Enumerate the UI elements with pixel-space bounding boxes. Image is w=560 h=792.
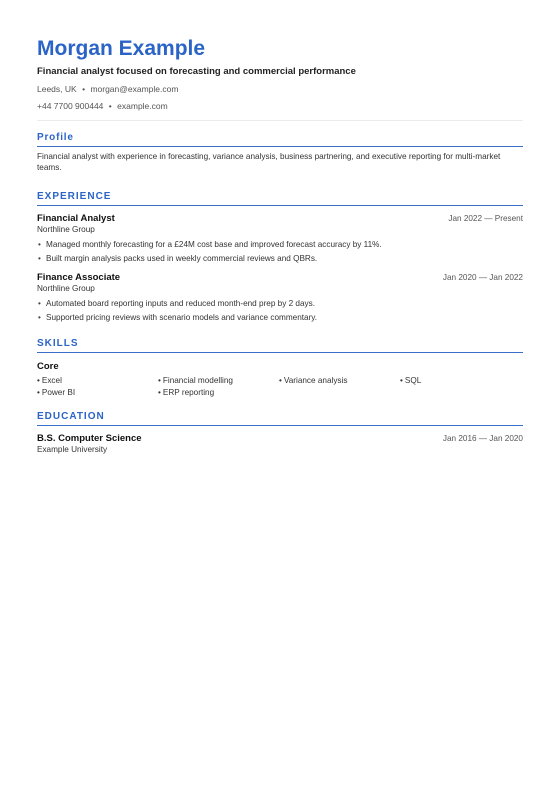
candidate-name: Morgan Example	[37, 37, 206, 60]
contact-line-location	[37, 83, 523, 95]
experience-section	[37, 190, 523, 325]
experience-entry	[37, 213, 523, 266]
email-link[interactable]: morgan@example.com	[90, 84, 179, 94]
separator: •	[82, 84, 86, 94]
skills-section	[37, 337, 523, 398]
header-divider	[37, 120, 523, 121]
phone: +44 7700 900444	[37, 101, 104, 111]
profile-text: Financial analyst with experience in forecasting, variance analysis, business partnering, and executive reporting for multi-market teams.	[37, 152, 501, 172]
education-heading: EDUCATION	[37, 410, 523, 426]
separator: •	[108, 101, 112, 111]
experience-heading: EXPERIENCE	[37, 190, 523, 206]
job-title: Finance Associate	[37, 272, 121, 283]
education-section	[37, 410, 523, 455]
list-item: • Automated board reporting inputs and reduced month-end prep by 2 days.	[37, 297, 523, 311]
skill-item: • SQL	[400, 376, 422, 385]
job-title: Financial Analyst	[37, 213, 115, 224]
location: Leeds, UK	[37, 84, 77, 94]
company-name: Northline Group	[37, 284, 95, 293]
list-item: • Supported pricing reviews with scenario models and variance commentary.	[37, 311, 523, 325]
bullet-icon: •	[38, 254, 41, 263]
profile-heading: Profile	[37, 131, 523, 147]
job-bullets	[37, 297, 523, 325]
job-dates: Jan 2020 — Jan 2022	[442, 273, 523, 282]
skills-grid	[37, 375, 523, 398]
headline: Financial analyst focused on forecasting and commercial performance	[37, 66, 356, 77]
skill-item: • Excel	[37, 376, 62, 385]
school-name: Example University	[37, 445, 108, 454]
website-link[interactable]: example.com	[117, 101, 168, 111]
bullet-icon: •	[38, 240, 41, 249]
skill-item: • Power BI	[37, 387, 76, 397]
education-dates: Jan 2016 — Jan 2020	[442, 434, 523, 443]
profile-section	[37, 131, 523, 173]
skill-item: • Financial modelling	[158, 376, 233, 385]
resume-header	[37, 36, 523, 121]
degree-title: B.S. Computer Science	[37, 433, 142, 444]
skill-item: • ERP reporting	[158, 387, 215, 397]
skills-heading: SKILLS	[37, 337, 523, 353]
company-name: Northline Group	[37, 225, 95, 234]
contact-line-phone	[37, 100, 523, 112]
list-item: • Built margin analysis packs used in weekly commercial reviews and QBRs.	[37, 252, 523, 266]
skills-group-title: Core	[37, 361, 59, 372]
skill-item: • Variance analysis	[279, 376, 348, 385]
bullet-icon: •	[38, 313, 41, 322]
experience-entry	[37, 272, 523, 325]
list-item: • Managed monthly forecasting for a £24M cost base and improved forecast accuracy by 11%.	[37, 238, 523, 252]
bullet-icon: •	[38, 299, 41, 308]
job-dates: Jan 2022 — Present	[448, 214, 523, 223]
education-entry	[37, 433, 523, 455]
job-bullets	[37, 238, 523, 266]
